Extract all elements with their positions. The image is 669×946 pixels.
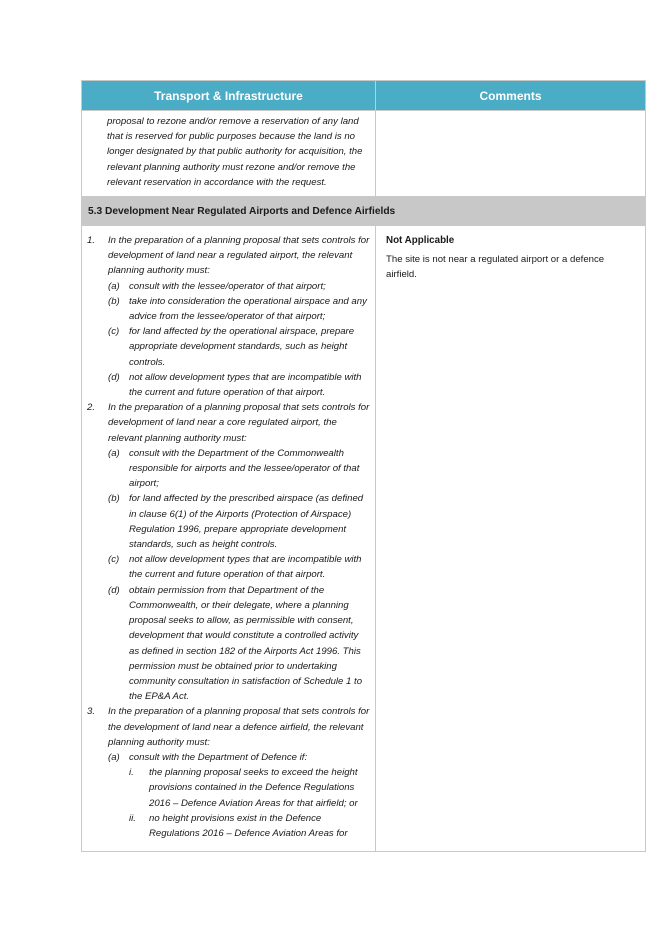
- item-number: 2.: [87, 402, 96, 414]
- continuation-comment-cell: [376, 111, 646, 197]
- sub-text: for land affected by the prescribed airspace (as defined in clause 6(1) of the Airports (Protection of Airspace) Regulation 1996, prepare appropriate development standards, such as height controls.: [129, 493, 364, 551]
- table-header-row: [82, 81, 646, 111]
- sub-text: consult with the Department of the Commonwealth responsible for airports and the lessee/operator of that airport;: [129, 447, 360, 490]
- item-number: 3.: [87, 706, 96, 718]
- sub-text: for land affected by the operational airspace, prepare appropriate development standards, such as height controls.: [129, 326, 355, 368]
- sub-text: not allow development types that are incompatible with the current and future operation of that airport.: [129, 371, 362, 399]
- requirements-cell: [82, 226, 376, 852]
- comment-text: The site is not near a regulated airport or a defence airfield.: [386, 254, 605, 281]
- sub-label: (a): [108, 280, 120, 292]
- sub-sub-text: no height provisions exist in the Defence Regulations 2016 – Defence Aviation Areas for: [149, 812, 348, 839]
- sub-sub-text: the planning proposal seeks to exceed the height provisions contained in the Defence Regulations 2016 – Defence Aviation Areas for that airfield; or: [149, 767, 358, 809]
- continuation-text: proposal to rezone and/or remove a reservation of any land that is reserved for public purposes because the land is no longer designated by that public authority for acquisition, the relevant planning authority must rezone and/or remove the relevant reservation in accordance with the request.: [82, 111, 376, 197]
- main-row: [82, 226, 646, 852]
- sub-item: [108, 750, 371, 841]
- continuation-row: [82, 111, 646, 197]
- sub-item: [108, 446, 371, 492]
- sub-label: (a): [108, 447, 120, 459]
- sub-label: (b): [108, 295, 120, 307]
- sub-item: [108, 552, 371, 582]
- sub-sub-item: [129, 765, 371, 811]
- sub-label: (a): [108, 751, 120, 763]
- sub-text: not allow development types that are incompatible with the current and future operation of that airport.: [129, 554, 362, 581]
- sub-item: [108, 370, 371, 400]
- item-text: In the preparation of a planning proposal that sets controls for development of land near a core regulated airport, the relevant planning authority must:: [108, 402, 370, 444]
- sub-sub-label: i.: [129, 767, 134, 779]
- comments-cell: [376, 226, 646, 852]
- item-text: In the preparation of a planning proposal that sets controls for the development of land near a defence airfield, the relevant planning authority must:: [108, 706, 370, 748]
- sub-item: [108, 583, 371, 705]
- sub-label: (d): [108, 584, 120, 596]
- sub-label: (d): [108, 371, 120, 383]
- sub-sub-label: ii.: [129, 812, 136, 824]
- list-item: [87, 704, 371, 841]
- sub-text: obtain permission from that Department of the Commonwealth, or their delegate, where a planning proposal seeks to allow, as permissible with consent, development that would constitute a controlled activity as defined in section 182 of the Airports Act 1996. This permission must be obtained prior to undertaking community consultation in satisfaction of Schedule 1 to the EP&A Act.: [129, 584, 363, 703]
- section-title: 5.3 Development Near Regulated Airports and Defence Airfields: [82, 197, 646, 226]
- sub-text: consult with the lessee/operator of that airport;: [129, 280, 326, 292]
- header-transport: Transport & Infrastructure: [82, 81, 376, 111]
- sub-item: [108, 279, 371, 294]
- sub-item: [108, 491, 371, 552]
- comment-title: Not Applicable: [386, 235, 455, 247]
- sub-item: [108, 294, 371, 324]
- sub-text: take into consideration the operational airspace and any advice from the lessee/operator of that airport;: [129, 295, 367, 323]
- sub-label: (c): [108, 554, 120, 566]
- header-comments: Comments: [376, 81, 646, 111]
- sub-label: (c): [108, 326, 120, 338]
- list-item: [87, 233, 371, 400]
- item-number: 1.: [87, 235, 96, 247]
- section-row: [82, 197, 646, 226]
- item-text: In the preparation of a planning proposal that sets controls for development of land near a regulated airport, the relevant planning authority must:: [108, 235, 370, 277]
- sub-sub-item: [129, 811, 371, 841]
- list-item: [87, 400, 371, 704]
- sub-item: [108, 324, 371, 370]
- sub-label: (b): [108, 493, 120, 505]
- planning-table: [81, 80, 646, 852]
- sub-text: consult with the Department of Defence if:: [129, 751, 308, 763]
